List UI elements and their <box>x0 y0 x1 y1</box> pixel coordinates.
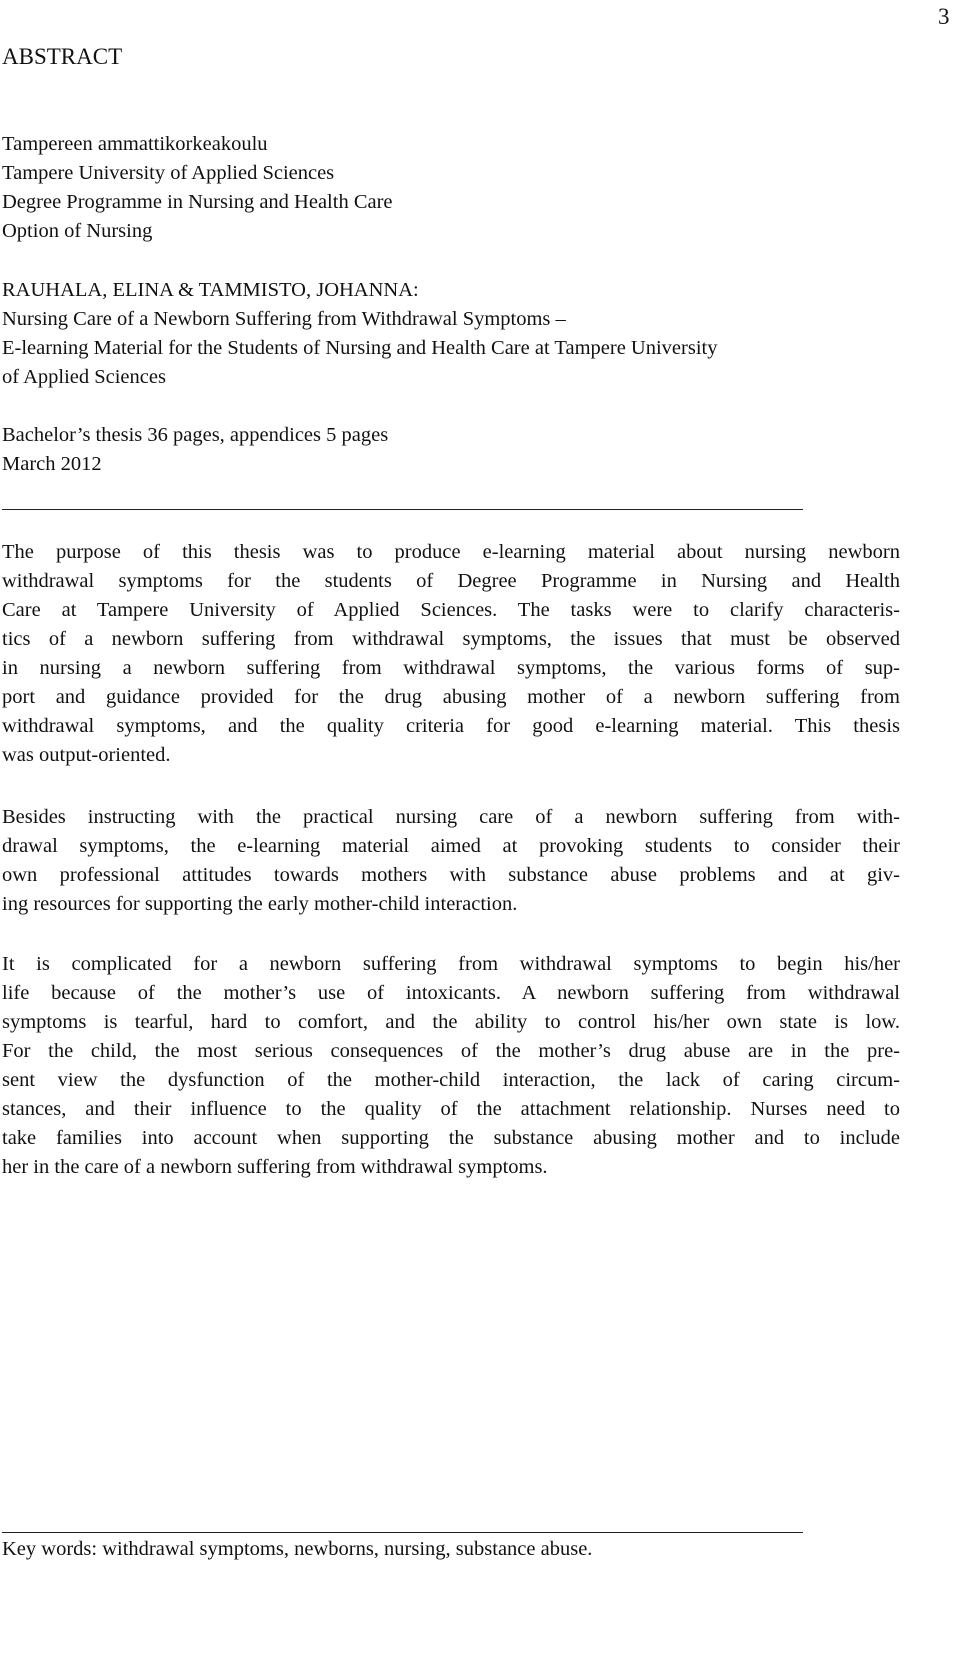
paragraph-line: stances, and their influence to the quality of the attachment relationship. Nurses need to <box>2 1098 900 1120</box>
paragraph-line: drawal symptoms, the e-learning material aimed at provoking students to consider their <box>2 835 900 857</box>
abstract-paragraph <box>2 950 900 1182</box>
paragraph-line: For the child, the most serious consequences of the mother’s drug abuse are in the pre- <box>2 1040 900 1062</box>
thesis-title-line: E-learning Material for the Students of Nursing and Health Care at Tampere University <box>2 337 718 359</box>
abstract-paragraph <box>2 803 900 919</box>
paragraph-line: ing resources for supporting the early mother-child interaction. <box>2 893 518 915</box>
thesis-title-line: of Applied Sciences <box>2 366 166 388</box>
institution-line: Tampere University of Applied Sciences <box>2 162 335 184</box>
keywords-line: Key words: withdrawal symptoms, newborns, nursing, substance abuse. <box>2 1538 593 1560</box>
abstract-heading: ABSTRACT <box>2 44 123 69</box>
paragraph-line: in nursing a newborn suffering from withdrawal symptoms, the various forms of sup- <box>2 657 900 679</box>
thesis-pages-line: Bachelor’s thesis 36 pages, appendices 5 pages <box>2 424 389 446</box>
paragraph-line: take families into account when supporting the substance abusing mother and to include <box>2 1127 900 1149</box>
paragraph-line: symptoms is tearful, hard to comfort, and the ability to control his/her own state is low. <box>2 1011 900 1033</box>
paragraph-line: own professional attitudes towards mothers with substance abuse problems and at giv- <box>2 864 900 886</box>
bottom-divider <box>2 1532 803 1533</box>
thesis-date-line: March 2012 <box>2 453 102 475</box>
top-divider <box>2 509 803 510</box>
abstract-paragraph <box>2 538 900 770</box>
institution-block <box>2 130 393 246</box>
institution-line: Option of Nursing <box>2 220 153 242</box>
paragraph-line: port and guidance provided for the drug abusing mother of a newborn suffering from <box>2 686 900 708</box>
institution-line: Degree Programme in Nursing and Health Care <box>2 191 393 213</box>
institution-line: Tampereen ammattikorkeakoulu <box>2 133 268 155</box>
thesis-title-line: Nursing Care of a Newborn Suffering from Withdrawal Symptoms – <box>2 308 566 330</box>
paragraph-line: Besides instructing with the practical nursing care of a newborn suffering from with- <box>2 806 900 828</box>
paragraph-line: tics of a newborn suffering from withdrawal symptoms, the issues that must be observed <box>2 628 900 650</box>
paragraph-line: withdrawal symptoms, and the quality criteria for good e-learning material. This thesis <box>2 715 900 737</box>
thesis-meta-block <box>2 421 388 479</box>
authors-title-block <box>2 276 717 392</box>
authors-line: RAUHALA, ELINA & TAMMISTO, JOHANNA: <box>2 279 419 301</box>
page-number: 3 <box>938 4 950 29</box>
paragraph-line: sent view the dysfunction of the mother-child interaction, the lack of caring circum- <box>2 1069 900 1091</box>
paragraph-line: Care at Tampere University of Applied Sciences. The tasks were to clarify characteris- <box>2 599 900 621</box>
paragraph-line: her in the care of a newborn suffering from withdrawal symptoms. <box>2 1156 548 1178</box>
paragraph-line: The purpose of this thesis was to produce e-learning material about nursing newborn <box>2 541 900 563</box>
paragraph-line: was output-oriented. <box>2 744 171 766</box>
paragraph-line: withdrawal symptoms for the students of Degree Programme in Nursing and Health <box>2 570 900 592</box>
paragraph-line: life because of the mother’s use of intoxicants. A newborn suffering from withdrawal <box>2 982 900 1004</box>
paragraph-line: It is complicated for a newborn suffering from withdrawal symptoms to begin his/her <box>2 953 900 975</box>
